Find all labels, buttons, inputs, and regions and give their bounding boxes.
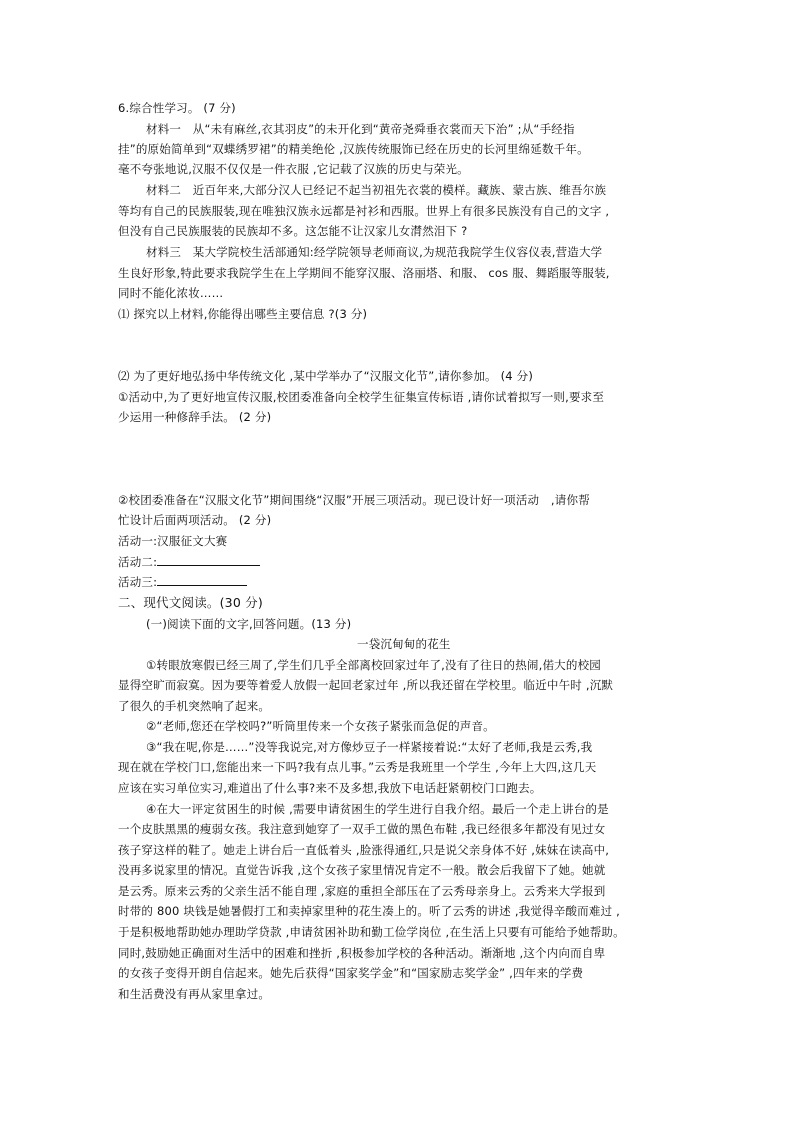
paragraph-4-line-4: 没再多说家里的情况。直觉告诉我 ,这个女孩子家里情况肯定不一般。散会后我留下了她。她就 bbox=[118, 863, 606, 877]
material-3-line-1: 材料三 某大学院校生活部通知:经学院领导老师商议,为规范我院学生仪容仪表,营造大学 bbox=[146, 245, 603, 259]
paragraph-4-line-6: 时带的 800 块钱是她暑假打工和卖掉家里种的花生凑上的。听了云秀的讲述 ,我觉得辛酸而难过 , bbox=[118, 904, 620, 918]
paragraph-1-line-1: ①转眼放寒假已经三周了,学生们几乎全部离校回家过年了,没有了往日的热闹,偌大的校园 bbox=[146, 658, 601, 672]
question-6-part-2a-line-1: ①活动中,为了更好地宣传汉服,校团委准备向全校学生征集宣传标语 ,请你试着拟写一则,要求至 bbox=[118, 390, 605, 404]
material-1-line-1: 材料一 从“未有麻丝,衣其羽皮”的未开化到“黄帝尧舜垂衣裳而天下治” ;从“手经指 bbox=[146, 122, 575, 136]
paragraph-4-line-5: 是云秀。原来云秀的父亲生活不能自理 ,家庭的重担全部压在了云秀母亲身上。云秀来大学报到 bbox=[118, 884, 606, 898]
material-2-line-3: 但没有自己民族服装的民族却不多。这怎能不让汉家儿女潸然泪下 ? bbox=[118, 224, 468, 238]
paragraph-4-line-1: ④在大一评定贫困生的时候 ,需要申请贫困生的学生进行自我介绍。最后一个走上讲台的是 bbox=[146, 802, 609, 816]
material-3-line-3: 同时不能化浓妆…… bbox=[118, 286, 224, 300]
activity-3-label: 活动三: bbox=[118, 575, 158, 589]
question-6-part-2: ⑵ 为了更好地弘扬中华传统文化 ,某中学举办了“汉服文化节”,请你参加。 (4 分) bbox=[118, 369, 534, 383]
material-2-line-1: 材料二 近百年来,大部分汉人已经记不起当初祖先衣裳的模样。藏族、蒙古族、维吾尔族 bbox=[146, 183, 607, 197]
paragraph-4-line-3: 孩子穿这样的鞋了。她走上讲台后一直低着头 ,脸涨得通红,只是说父亲身体不好 ,妹妹在读高中, bbox=[118, 843, 610, 857]
question-6-part-1: ⑴ 探究以上材料,你能得出哪些主要信息 ?(3 分) bbox=[118, 307, 368, 321]
paragraph-1-line-2: 显得空旷而寂寞。因为要等着爱人放假一起回老家过年 ,所以我还留在学校里。临近中午时 ,沉默 bbox=[118, 678, 614, 692]
section-2-title: 二、现代文阅读。(30 分) bbox=[118, 595, 263, 610]
material-2-line-2: 等均有自己的民族服装,现在唯独汉族永远都是衬衫和西服。世界上有很多民族没有自己的文字 , bbox=[118, 204, 610, 218]
activity-3-blank[interactable] bbox=[157, 575, 247, 586]
paragraph-4-line-10: 和生活费没有再从家里拿过。 bbox=[118, 987, 271, 1001]
activity-1: 活动一:汉服征文大赛 bbox=[118, 534, 228, 548]
activity-2-blank[interactable] bbox=[157, 555, 260, 566]
paragraph-4-line-7: 于是积极地帮助她办理助学贷款 ,申请贫困补助和勤工俭学岗位 ,在生活上只要有可能给予她帮助。 bbox=[118, 925, 625, 939]
activity-2-label: 活动二: bbox=[118, 555, 158, 569]
paragraph-3-line-2: 现在就在学校门口,您能出来一下吗?我有点儿事。”云秀是我班里一个学生 ,今年上大四,这几天 bbox=[118, 760, 597, 774]
paragraph-4-line-8: 同时,鼓励她正确面对生活中的困难和挫折 ,积极参加学校的各种活动。渐渐地 ,这个内向而自卑 bbox=[118, 946, 606, 960]
question-6-part-2b-line-2: 忙设计后面两项活动。 (2 分) bbox=[118, 513, 272, 527]
activity-3-row bbox=[118, 575, 247, 589]
paragraph-4-line-2: 一个皮肤黑黑的瘦弱女孩。我注意到她穿了一双手工做的黑色布鞋 ,我已经很多年都没有见过女 bbox=[118, 822, 606, 836]
material-1-line-3: 毫不夸张地说,汉服不仅仅是一件衣服 ,它记载了汉族的历史与荣光。 bbox=[118, 162, 469, 176]
paragraph-3-line-3: 应该在实习单位实习,难道出了什么事?来不及多想,我放下电话赶紧朝校门口跑去。 bbox=[118, 781, 542, 795]
material-1-line-2: 挂”的原始简单到“双蝶绣罗裙”的精美绝伦 ,汉族传统服饰已经在历史的长河里绵延数千年。 bbox=[118, 142, 589, 156]
article-title: 一袋沉甸甸的花生 bbox=[357, 637, 451, 651]
question-6-title: 6.综合性学习。 (7 分) bbox=[118, 101, 236, 115]
paragraph-1-line-3: 了很久的手机突然响了起来。 bbox=[118, 699, 271, 713]
section-2-subtitle: (一)阅读下面的文字,回答问题。(13 分) bbox=[146, 617, 352, 631]
question-6-part-2a-line-2: 少运用一种修辞手法。 (2 分) bbox=[118, 410, 272, 424]
question-6-part-2b-line-1: ②校团委准备在“汉服文化节”期间围绕“汉服”开展三项活动。现已设计好一项活动 ,请你帮 bbox=[118, 493, 590, 507]
paragraph-4-line-9: 的女孩子变得开朗自信起来。她先后获得“国家奖学金”和“国家励志奖学金” ,四年来的学费 bbox=[118, 966, 584, 980]
material-3-line-2: 生良好形象,特此要求我院学生在上学期间不能穿汉服、洛丽塔、和服、 cos 服、舞蹈服等服装, bbox=[118, 266, 610, 280]
paragraph-2: ②“老师,您还在学校吗?”听筒里传来一个女孩子紧张而急促的声音。 bbox=[146, 719, 495, 733]
paragraph-3-line-1: ③“我在呢,你是……”没等我说完,对方像炒豆子一样紧接着说:“太好了老师,我是云秀,我 bbox=[146, 740, 593, 754]
activity-2-row bbox=[118, 555, 260, 569]
